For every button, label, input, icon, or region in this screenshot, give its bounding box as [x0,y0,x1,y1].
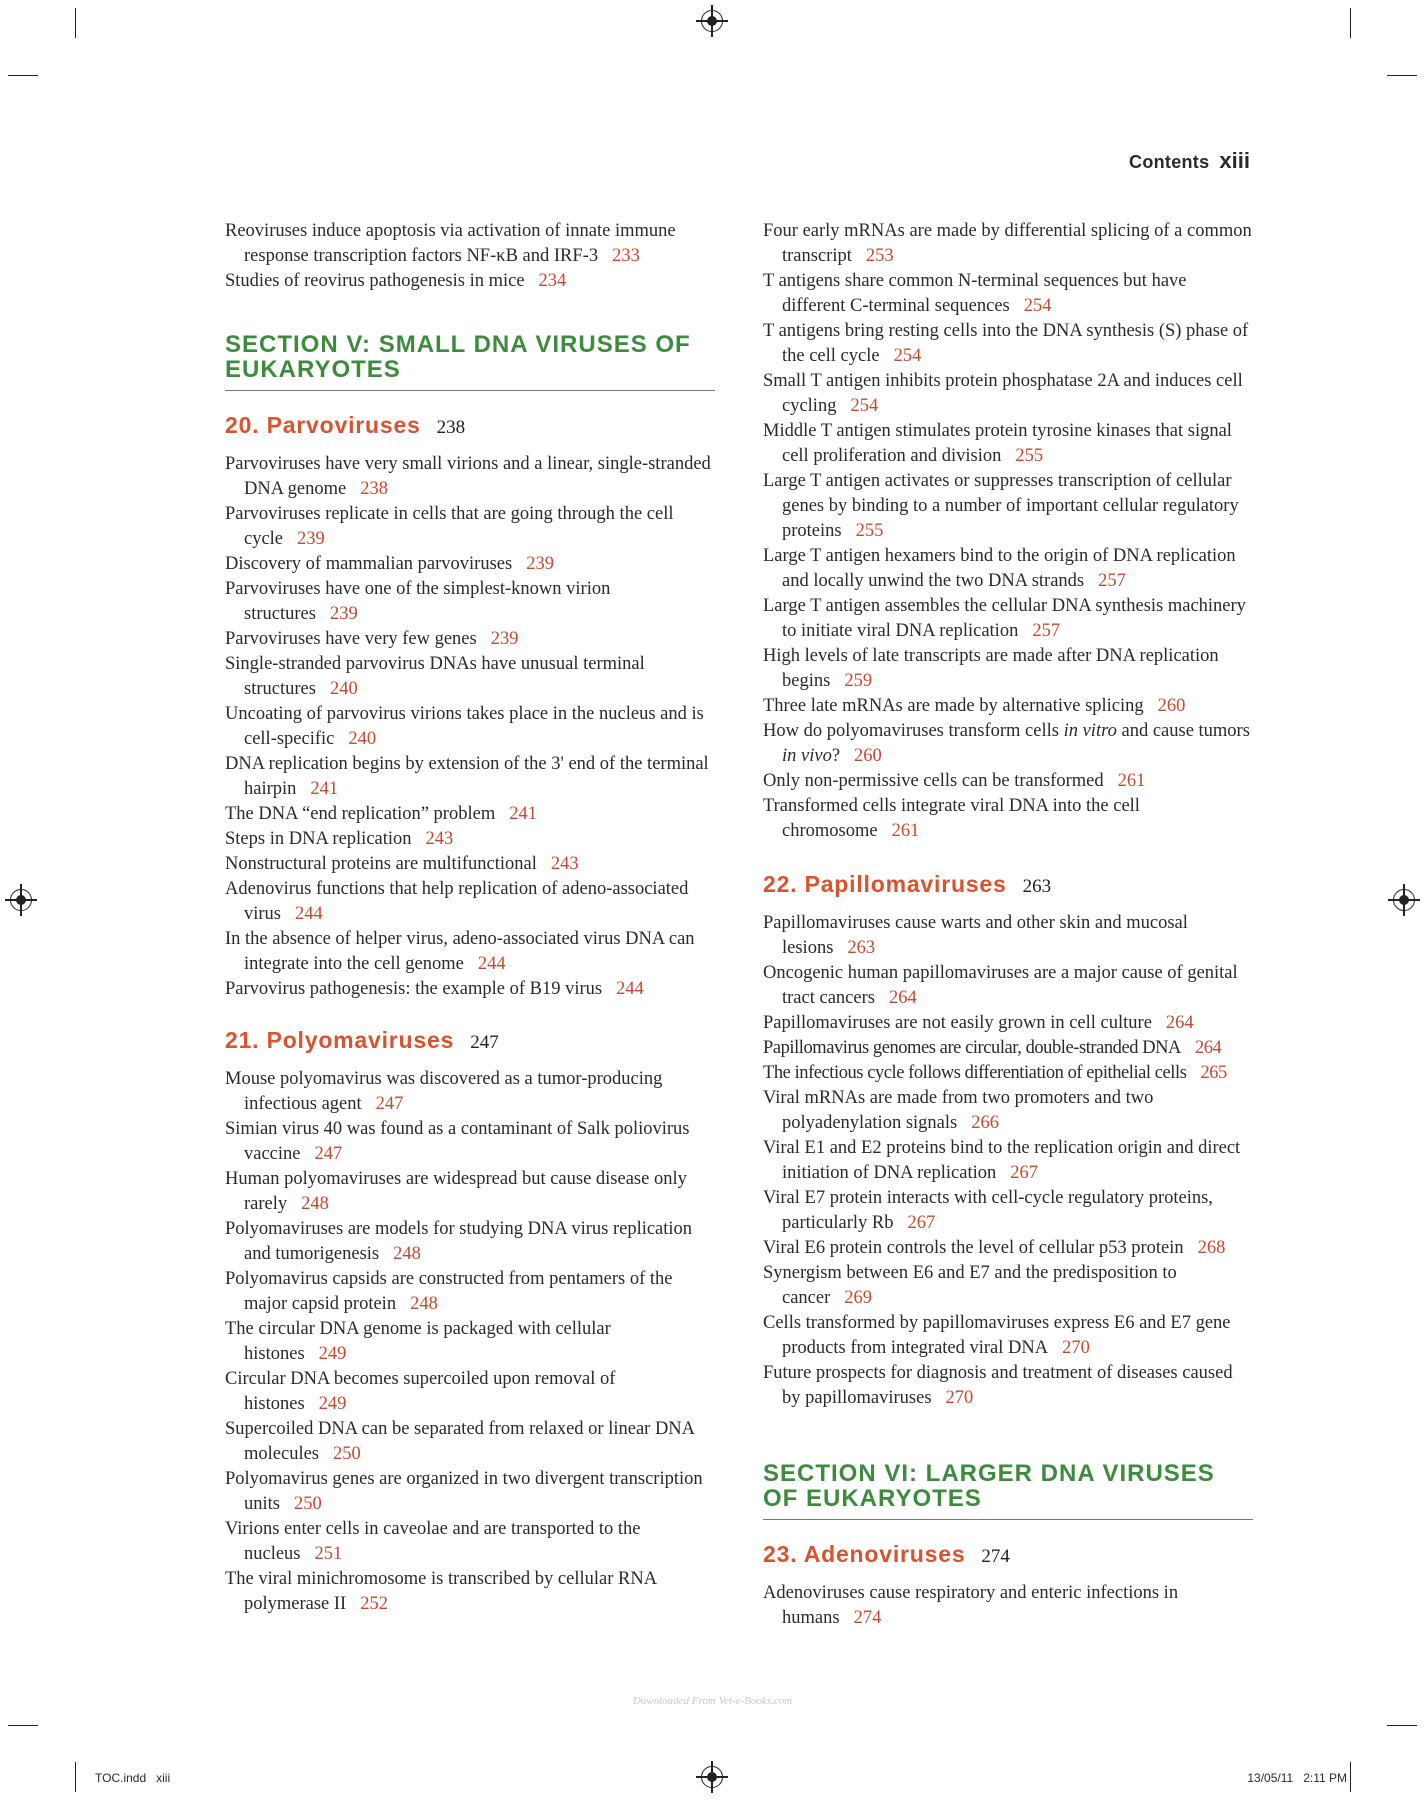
toc-entry[interactable]: DNA replication begins by extension of the 3' end of the terminal hairpin 241 [225,754,709,799]
left-column [225,219,715,1617]
page-ref: 250 [333,1444,361,1464]
toc-entry[interactable]: Steps in DNA replication 243 [225,829,454,849]
page-ref: 255 [855,521,884,541]
page-ref: 249 [318,1344,347,1364]
chapter-heading[interactable]: 23. Adenoviruses 274 [763,1541,1010,1567]
registration-mark-icon [701,10,723,32]
registration-mark-icon [1393,889,1415,911]
toc-entry[interactable]: Middle T antigen stimulates protein tyrosine kinases that signal cell proliferation and division 255 [763,421,1232,466]
toc-entry[interactable]: Parvoviruses have one of the simplest-known virion structures 239 [225,579,611,624]
toc-entry[interactable]: Adenoviruses cause respiratory and enteric infections in humans 274 [763,1583,1179,1628]
crop-mark-bottom-right-v [1350,1762,1351,1792]
slug-datetime: 13/05/11 2:11 PM [1247,1771,1347,1785]
section-heading: SECTION V: SMALL DNA VIRUSES OF EUKARYOTES [225,332,715,391]
crop-mark-top-left-h [8,75,38,76]
page-ref: 239 [526,554,554,574]
page-ref: 254 [1023,296,1052,316]
chapter-page: 238 [436,417,466,438]
toc-entry[interactable]: In the absence of helper virus, adeno-associated virus DNA can integrate into the cell genome 244 [225,929,695,974]
toc-entry[interactable]: Adenovirus functions that help replication of adeno-associated virus 244 [225,879,689,924]
toc-entry[interactable]: Nonstructural proteins are multifunctional 243 [225,854,579,874]
toc-entry[interactable]: Human polyomaviruses are widespread but cause disease only rarely 248 [225,1169,687,1214]
toc-entry[interactable]: Three late mRNAs are made by alternative splicing 260 [763,696,1186,716]
toc-entry[interactable]: Small T antigen inhibits protein phosphatase 2A and induces cell cycling 254 [763,371,1243,416]
registration-mark-icon [10,889,32,911]
page-ref: 243 [425,829,454,849]
toc-entry[interactable]: Synergism between E6 and E7 and the predisposition to cancer 269 [763,1263,1177,1308]
running-header [1129,148,1250,174]
toc-entry[interactable]: Only non-permissive cells can be transformed 261 [763,771,1146,791]
toc-entry[interactable]: Viral E1 and E2 proteins bind to the replication origin and direct initiation of DNA replication 267 [763,1138,1241,1183]
page-ref: 234 [538,271,567,291]
page-ref: 267 [907,1213,936,1233]
toc-entry[interactable]: Viral E6 protein controls the level of cellular p53 protein 268 [763,1238,1226,1258]
toc-entry[interactable]: Polyomavirus capsids are constructed from pentamers of the major capsid protein 248 [225,1269,673,1314]
right-column [763,219,1253,1631]
toc-entry[interactable]: Cells transformed by papillomaviruses express E6 and E7 gene products from integrated viral DNA 270 [763,1313,1231,1358]
registration-mark-icon [701,1766,723,1788]
toc-entry[interactable]: Parvovirus pathogenesis: the example of B19 virus 244 [225,979,644,999]
header-page-number: xiii [1219,148,1250,173]
page-ref: 248 [410,1294,438,1314]
toc-entry[interactable]: The viral minichromosome is transcribed by cellular RNA polymerase II 252 [225,1569,657,1614]
page-ref: 239 [297,529,325,549]
crop-mark-top-left-v [75,8,76,38]
page-ref: 261 [891,821,920,841]
page-ref: 264 [888,988,917,1008]
toc-entry[interactable]: Uncoating of parvovirus virions takes place in the nucleus and is cell-specific 240 [225,704,704,749]
toc-entry[interactable]: Studies of reovirus pathogenesis in mice 234 [225,271,567,291]
toc-entry[interactable]: Polyomaviruses are models for studying DNA virus replication and tumorigenesis 248 [225,1219,693,1264]
page-ref: 254 [850,396,879,416]
crop-mark-top-right-v [1350,8,1351,38]
chapter-entries [225,1067,715,1617]
page-ref: 254 [893,346,922,366]
page-ref: 264 [1165,1013,1194,1033]
crop-mark-bottom-left-v [75,1762,76,1792]
toc-entry[interactable]: Parvoviruses replicate in cells that are going through the cell cycle 239 [225,504,674,549]
page-ref: 251 [314,1544,343,1564]
toc-entry[interactable]: Reoviruses induce apoptosis via activation of innate immune response transcription factors NF-κB and IRF-3 233 [225,221,676,266]
page-ref: 265 [1200,1063,1227,1083]
page-ref: 239 [490,629,519,649]
toc-entry[interactable]: Discovery of mammalian parvoviruses 239 [225,554,554,574]
chapter-heading[interactable]: 21. Polyomaviruses 247 [225,1027,499,1053]
toc-entry[interactable]: Virions enter cells in caveolae and are transported to the nucleus 251 [225,1519,641,1564]
toc-entry[interactable]: T antigens share common N-terminal sequences but have different C-terminal sequences 254 [763,271,1187,316]
page-ref: 248 [301,1194,329,1214]
slug-file: TOC.indd xiii [95,1771,171,1785]
page-ref: 247 [375,1094,404,1114]
toc-entry[interactable]: Large T antigen hexamers bind to the origin of DNA replication and locally unwind the two DNA strands 257 [763,546,1236,591]
page-ref: 264 [1194,1038,1222,1058]
page-ref: 241 [509,804,537,824]
page-ref: 241 [310,779,339,799]
crop-mark-top-right-h [1387,75,1417,76]
page-ref: 255 [1015,446,1044,466]
page-ref: 244 [477,954,506,974]
toc-entry[interactable]: Single-stranded parvovirus DNAs have unusual terminal structures 240 [225,654,645,699]
page-ref: 240 [348,729,377,749]
toc-entry[interactable]: Oncogenic human papillomaviruses are a major cause of genital tract cancers 264 [763,963,1238,1008]
toc-entry[interactable]: Circular DNA becomes supercoiled upon removal of histones 249 [225,1369,616,1414]
page-ref: 233 [612,246,640,266]
header-title: Contents [1129,152,1210,172]
page-ref: 257 [1098,571,1126,591]
toc-entry[interactable]: Papillomavirus genomes are circular, double-stranded DNA 264 [763,1038,1222,1058]
watermark: Downloaded From Vet-e-Books.com [632,1695,793,1707]
toc-entry[interactable]: The DNA “end replication” problem 241 [225,804,537,824]
page-ref: 244 [295,904,323,924]
page-ref: 238 [360,479,388,499]
toc-entry[interactable]: Polyomavirus genes are organized in two divergent transcription units 250 [225,1469,703,1514]
toc-entry[interactable]: How do polyomaviruses transform cells in vitro and cause tumors in vivo? 260 [763,721,1250,766]
page-ref: 260 [854,746,882,766]
toc-entry[interactable]: Large T antigen activates or suppresses transcription of cellular genes by binding to a number of important cellular regulatory proteins 255 [763,471,1239,541]
chapter-page: 274 [981,1546,1010,1567]
toc-entry[interactable]: Viral mRNAs are made from two promoters and two polyadenylation signals 266 [763,1088,1154,1133]
page-ref: 270 [945,1388,974,1408]
toc-entry[interactable]: The infectious cycle follows differentiation of epithelial cells 265 [763,1063,1227,1083]
chapter-page: 263 [1022,876,1052,897]
page-ref: 266 [971,1113,999,1133]
page-ref: 247 [314,1144,343,1164]
page-ref: 243 [550,854,579,874]
page-ref: 248 [393,1244,421,1264]
page-ref: 252 [360,1594,388,1614]
toc-entry[interactable]: Large T antigen assembles the cellular DNA synthesis machinery to initiate viral DNA replication 257 [763,596,1246,641]
toc-entry[interactable]: Supercoiled DNA can be separated from relaxed or linear DNA molecules 250 [225,1419,695,1464]
toc-entry[interactable]: Future prospects for diagnosis and treatment of diseases caused by papillomaviruses 270 [763,1363,1233,1408]
page-ref: 270 [1062,1338,1090,1358]
page-ref: 268 [1197,1238,1226,1258]
chapter-page: 247 [470,1032,499,1053]
toc-entry[interactable]: Four early mRNAs are made by differential splicing of a common transcript 253 [763,221,1252,266]
page-ref: 249 [318,1394,347,1414]
chapter-heading[interactable]: 20. Parvoviruses 238 [225,412,466,438]
toc-entry[interactable]: T antigens bring resting cells into the DNA synthesis (S) phase of the cell cycle 254 [763,321,1249,366]
toc-entry[interactable]: Parvoviruses have very small virions and a linear, single-stranded DNA genome 238 [225,454,711,499]
page-ref: 250 [293,1494,322,1514]
chapter-heading[interactable]: 22. Papillomaviruses 263 [763,871,1052,897]
section-heading: SECTION VI: LARGER DNA VIRUSES OF EUKARYOTES [763,1461,1253,1520]
crop-mark-bottom-right-h [1387,1725,1417,1726]
page-ref: 274 [853,1608,882,1628]
page-ref: 260 [1157,696,1186,716]
toc-entry[interactable]: Papillomaviruses are not easily grown in cell culture 264 [763,1013,1194,1033]
page-ref: 263 [847,938,876,958]
page-ref: 259 [844,671,873,691]
toc-entry[interactable]: Viral E7 protein interacts with cell-cycle regulatory proteins, particularly Rb 267 [763,1188,1213,1233]
chapter-entries [763,911,1253,1411]
toc-entry[interactable]: Transformed cells integrate viral DNA into the cell chromosome 261 [763,796,1140,841]
toc-entry[interactable]: Simian virus 40 was found as a contaminant of Salk poliovirus vaccine 247 [225,1119,690,1164]
toc-entry[interactable]: Mouse polyomavirus was discovered as a tumor-producing infectious agent 247 [225,1069,663,1114]
toc-entry[interactable]: The circular DNA genome is packaged with cellular histones 249 [225,1319,611,1364]
page-ref: 261 [1117,771,1146,791]
page-ref: 257 [1032,621,1061,641]
page-ref: 269 [844,1288,873,1308]
toc-entry[interactable]: High levels of late transcripts are made after DNA replication begins 259 [763,646,1219,691]
crop-mark-bottom-left-h [8,1725,38,1726]
chapter-entries [763,1581,1253,1631]
page-ref: 267 [1010,1163,1038,1183]
page-ref: 240 [329,679,358,699]
page-ref: 253 [865,246,894,266]
toc-entry[interactable]: Parvoviruses have very few genes 239 [225,629,519,649]
toc-entry[interactable]: Papillomaviruses cause warts and other skin and mucosal lesions 263 [763,913,1188,958]
page-ref: 244 [616,979,644,999]
chapter-entries [225,452,715,1002]
page-ref: 239 [329,604,358,624]
